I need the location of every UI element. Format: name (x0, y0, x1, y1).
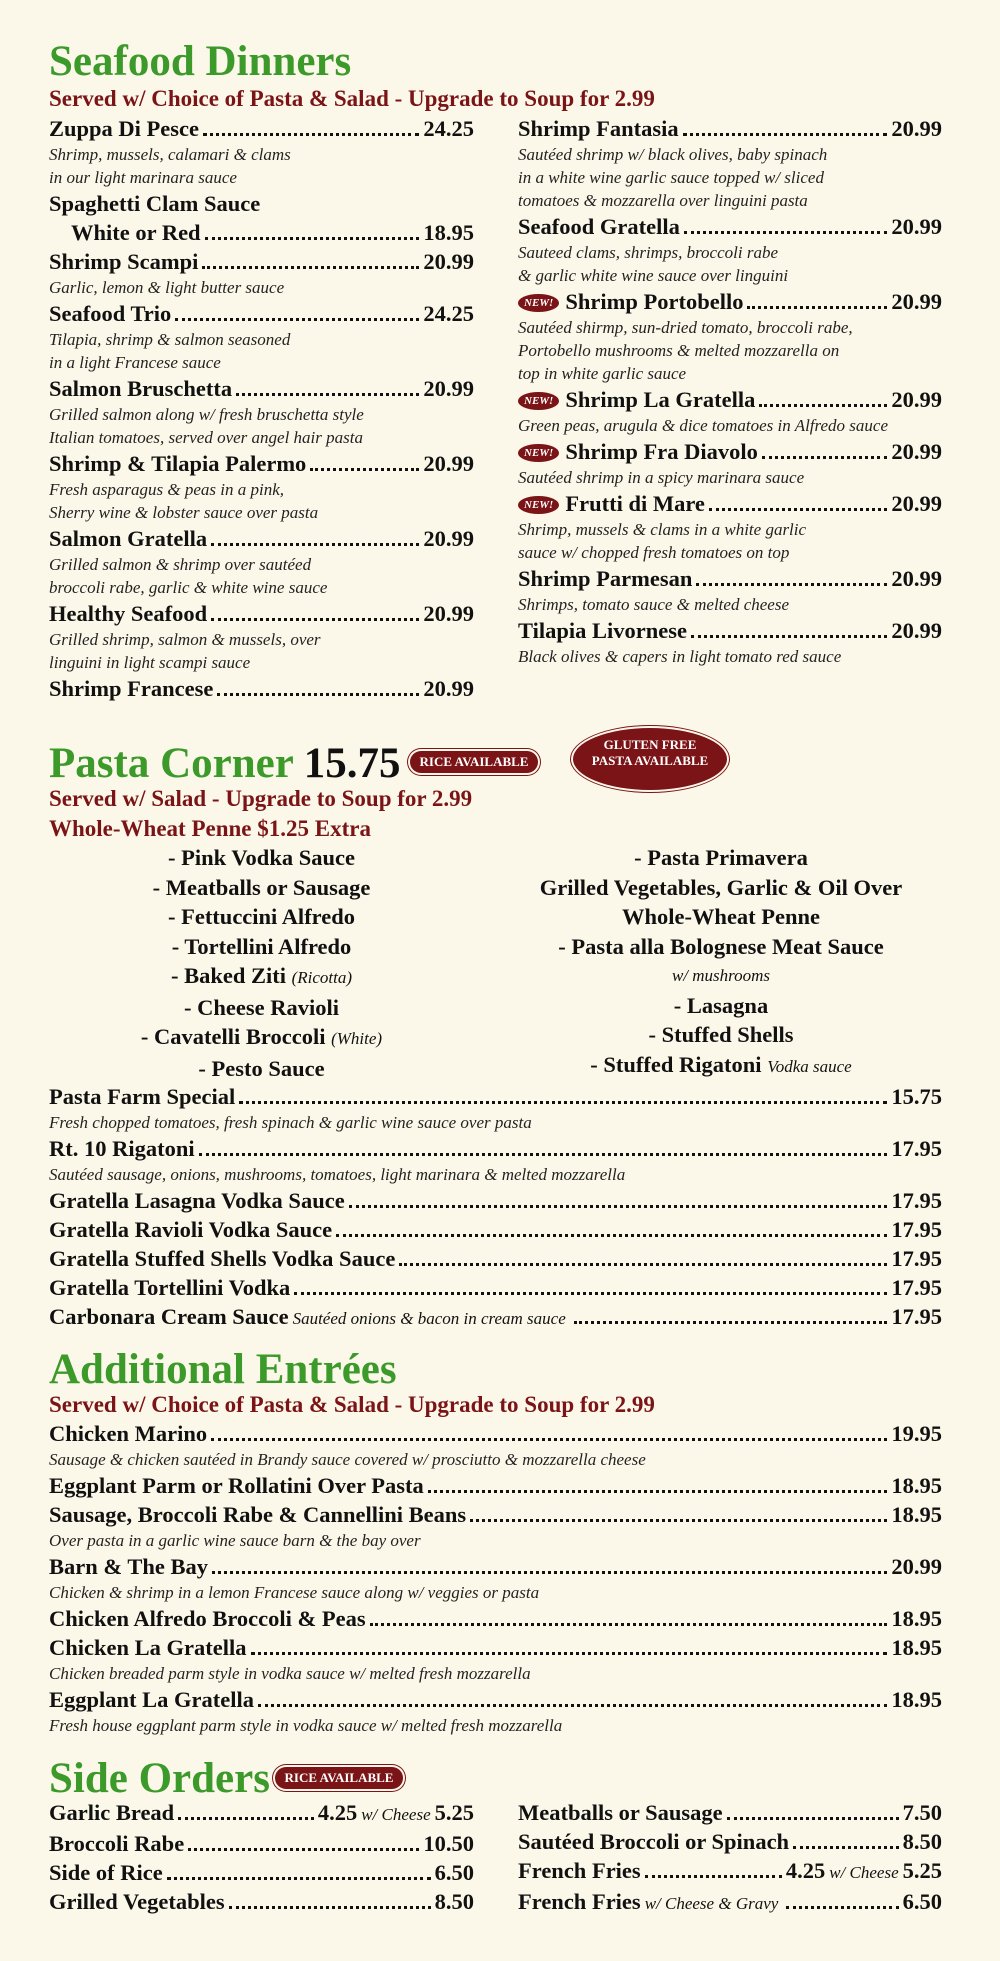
menu-item-name: Sausage, Broccoli Rabe & Cannellini Beans (49, 1502, 467, 1527)
menu-item-price-2: 5.25 (434, 1800, 474, 1825)
dot-leader (175, 318, 419, 321)
pasta-option (500, 902, 942, 932)
dot-leader (709, 508, 887, 511)
dot-leader (691, 635, 887, 638)
menu-item (49, 599, 474, 674)
menu-item-description: Sautéed shrimp w/ black olives, baby spinach in a white wine garlic sauce topped w/ sliced tomatoes & mozzarella over linguini pasta (518, 145, 828, 210)
menu-item-name: Chicken Marino (49, 1421, 208, 1446)
menu-item (49, 1244, 942, 1273)
seafood-right-column (518, 114, 942, 668)
menu-item-name: Rt. 10 Rigatoni (49, 1136, 195, 1161)
menu-item-line (49, 1887, 474, 1916)
menu-item-description: Black olives & capers in light tomato red sauce (518, 647, 842, 666)
entrees-title: Additional Entrées (49, 1346, 397, 1393)
dot-leader (370, 1623, 888, 1626)
dot-leader (205, 237, 420, 240)
menu-item-line (49, 1471, 942, 1500)
dot-leader (202, 266, 419, 269)
menu-item-price: 20.99 (423, 451, 474, 476)
dot-leader (696, 583, 887, 586)
menu-item-line (518, 1887, 942, 1918)
menu-item-name: Zuppa Di Pesce (49, 116, 200, 141)
menu-item-line (49, 1244, 942, 1273)
menu-item-name: Eggplant Parm or Rollatini Over Pasta (49, 1473, 424, 1498)
gluten-free-badge (573, 728, 727, 790)
pasta-items (49, 1082, 942, 1333)
pasta-option (500, 1050, 942, 1082)
menu-item-price: 20.99 (423, 676, 474, 701)
menu-item-price: 18.95 (891, 1606, 942, 1631)
menu-item-price: 20.99 (891, 289, 942, 314)
menu-item-line (518, 437, 942, 466)
pasta-option-text: - Pasta Primavera (634, 845, 808, 870)
menu-item (518, 1856, 942, 1887)
entrees-subtitle: Served w/ Choice of Pasta & Salad - Upgrade to Soup for 2.99 (49, 1392, 655, 1417)
pasta-option-text: - Stuffed Rigatoni (590, 1051, 762, 1077)
menu-item-line (49, 1552, 942, 1581)
menu-item-price: 10.50 (423, 1831, 474, 1856)
menu-item-price: 20.99 (891, 566, 942, 591)
menu-item-line (49, 1633, 942, 1662)
dot-leader (727, 1817, 899, 1820)
menu-item-name: Shrimp Fantasia (518, 116, 679, 141)
pasta-option-text: - Cheese Ravioli (184, 994, 339, 1020)
menu-item-line (49, 599, 474, 628)
pasta-option-text: - Fettuccini Alfredo (167, 904, 356, 929)
menu-item-line (518, 489, 942, 518)
menu-item-description: Sautéed shrimp in a spicy marinara sauce (518, 468, 805, 487)
new-badge: NEW! (518, 496, 559, 514)
menu-item-line (49, 1500, 942, 1529)
menu-item-line (49, 1273, 942, 1302)
menu-item (49, 299, 474, 374)
menu-item (49, 1215, 942, 1244)
menu-item-price: 17.95 (891, 1136, 942, 1161)
pasta-option-text: Whole-Wheat Penne (621, 904, 821, 929)
menu-item-description: Tilapia, shrimp & salmon seasoned in a light Francese sauce (49, 330, 291, 372)
pasta-option (500, 843, 942, 873)
menu-item-price-2: 5.25 (902, 1858, 942, 1883)
menu-item-price: 20.99 (423, 601, 474, 626)
menu-item-line (49, 247, 474, 276)
menu-item-price: 18.95 (423, 220, 474, 245)
menu-item-line (49, 1604, 942, 1633)
menu-item-price: 7.50 (902, 1800, 942, 1825)
pasta-price: 15.75 (303, 740, 401, 787)
menu-item-price: 20.99 (891, 387, 942, 412)
menu-item-name: Gratella Stuffed Shells Vodka Sauce (49, 1246, 396, 1271)
menu-item (518, 1887, 942, 1918)
menu-item (49, 1134, 942, 1186)
pasta-option-note: (Ricotta) (291, 968, 353, 987)
new-badge: NEW! (518, 294, 559, 312)
menu-item-line (49, 1082, 942, 1111)
menu-item-name: French Fries (518, 1889, 641, 1914)
menu-item-name: Chicken La Gratella (49, 1635, 247, 1660)
menu-item-note: Sautéed onions & bacon in cream sauce (292, 1309, 566, 1328)
menu-item-line (49, 114, 474, 143)
menu-item-line (518, 616, 942, 645)
menu-item (518, 437, 942, 489)
dot-leader (258, 1704, 887, 1707)
menu-item-price: 8.50 (434, 1889, 474, 1914)
menu-item-line (49, 449, 474, 478)
menu-item (49, 1858, 474, 1887)
menu-item-price: 18.95 (891, 1687, 942, 1712)
menu-item-description: Grilled salmon & shrimp over sautéed broccoli rabe, garlic & white wine sauce (49, 555, 328, 597)
pasta-option-text: Grilled Vegetables, Garlic & Oil Over (539, 874, 903, 900)
menu-item-name: Side of Rice (49, 1860, 163, 1885)
dot-leader (762, 456, 888, 459)
seafood-left-column (49, 114, 474, 703)
pasta-option (500, 1020, 942, 1050)
menu-item-price: 17.95 (891, 1275, 942, 1300)
dot-leader (759, 404, 887, 407)
new-badge: NEW! (518, 392, 559, 410)
menu-item (49, 1273, 942, 1302)
menu-item-price: 20.99 (891, 618, 942, 643)
pasta-option-text: - Pesto Sauce (198, 1055, 325, 1081)
menu-item-line (518, 564, 942, 593)
menu-item-price: 17.95 (891, 1217, 942, 1242)
menu-item-name: Shrimp La Gratella (565, 387, 756, 412)
menu-item-line (518, 385, 942, 414)
menu-item-line (49, 299, 474, 328)
pasta-option-note: Vodka sauce (767, 1056, 852, 1076)
menu-item-line (518, 114, 942, 143)
menu-item-price: 17.95 (891, 1304, 942, 1329)
menu-item-description: Garlic, lemon & light butter sauce (49, 278, 285, 297)
menu-item-line (49, 1215, 942, 1244)
menu-item-description: Sautéed sausage, onions, mushrooms, tomatoes, light marinara & melted mozzarella (49, 1165, 626, 1184)
pasta-option (49, 873, 474, 903)
new-badge: NEW! (518, 444, 559, 462)
pasta-subtitle: Served w/ Salad - Upgrade to Soup for 2.99 (49, 786, 473, 811)
sides-right-column (518, 1798, 942, 1918)
menu-item-name: Gratella Tortellini Vodka (49, 1275, 291, 1300)
menu-item (518, 1798, 942, 1827)
menu-item (518, 212, 942, 287)
menu-item (518, 385, 942, 437)
menu-item (49, 1419, 942, 1471)
menu-item-line (518, 1856, 942, 1887)
menu-item (518, 114, 942, 212)
menu-item-line (518, 1827, 942, 1856)
dot-leader (188, 1848, 419, 1851)
entree-items (49, 1419, 942, 1737)
menu-item (49, 524, 474, 599)
dot-leader (203, 133, 419, 136)
menu-item (49, 1633, 942, 1685)
menu-item-description: Over pasta in a garlic wine sauce barn & the bay over (49, 1531, 421, 1550)
dot-leader (574, 1321, 888, 1324)
menu-item-line (49, 189, 474, 218)
menu-item-price: 17.95 (891, 1246, 942, 1271)
menu-item-price: 20.99 (423, 249, 474, 274)
menu-item-price: 20.99 (423, 376, 474, 401)
dot-leader (310, 468, 419, 471)
dot-leader (336, 1234, 887, 1237)
menu-item-description: Chicken & shrimp in a lemon Francese sauce along w/ veggies or pasta (49, 1583, 540, 1602)
menu-item-description: Shrimp, mussels, calamari & clams in our light marinara sauce (49, 145, 291, 187)
menu-item (518, 564, 942, 616)
menu-item-price: 20.99 (891, 214, 942, 239)
dot-leader (211, 618, 419, 621)
gluten-free-line1: GLUTEN FREE (603, 737, 697, 752)
menu-item-line (518, 1798, 942, 1827)
menu-item (49, 449, 474, 524)
dot-leader (251, 1652, 888, 1655)
pasta-title: Pasta Corner (49, 740, 294, 787)
pasta-option (49, 1054, 474, 1084)
gluten-free-line2: PASTA AVAILABLE (591, 753, 709, 768)
menu-item-price: 18.95 (891, 1502, 942, 1527)
pasta-option (500, 932, 942, 962)
pasta-right-list (500, 843, 942, 1081)
menu-item-description: Grilled salmon along w/ fresh bruschetta style Italian tomatoes, served over angel hair pasta (49, 405, 364, 447)
menu-item-description: Shrimps, tomato sauce & melted cheese (518, 595, 789, 614)
dot-leader (217, 693, 419, 696)
menu-item-price: 24.25 (423, 116, 474, 141)
dot-leader (236, 393, 419, 396)
menu-item-price: 20.99 (891, 491, 942, 516)
dot-leader (683, 133, 888, 136)
pasta-option-text: - Pink Vodka Sauce (168, 845, 355, 870)
menu-item-line (49, 1134, 942, 1163)
menu-item-price: 15.75 (891, 1084, 942, 1109)
dot-leader (239, 1101, 887, 1104)
dot-leader (294, 1292, 887, 1295)
menu-item-note: w/ Cheese & Gravy (644, 1894, 779, 1913)
menu-item-name: Shrimp Francese (49, 676, 214, 701)
menu-item (518, 616, 942, 668)
menu-item-line (49, 1685, 942, 1714)
pasta-option (49, 1022, 474, 1054)
pasta-option (49, 932, 474, 962)
menu-item-name: Broccoli Rabe (49, 1831, 185, 1856)
menu-item-price: 18.95 (891, 1473, 942, 1498)
menu-item-description: Chicken breaded parm style in vodka sauce w/ melted fresh mozzarella (49, 1664, 531, 1683)
dot-leader (399, 1263, 887, 1266)
menu-item-name: Shrimp & Tilapia Palermo (49, 451, 307, 476)
menu-item-line (518, 212, 942, 241)
menu-item-name: Sautéed Broccoli or Spinach (518, 1829, 790, 1854)
dot-leader (178, 1817, 314, 1820)
dot-leader (684, 231, 888, 234)
menu-item-name: Garlic Bread (49, 1800, 175, 1825)
menu-item-name: White or Red (71, 220, 201, 245)
menu-item-name: Barn & The Bay (49, 1554, 208, 1579)
menu-item (49, 1500, 942, 1552)
menu-item-name: Seafood Trio (49, 301, 172, 326)
menu-item-line (49, 1829, 474, 1858)
menu-item (49, 189, 474, 247)
menu-item-price: 19.95 (891, 1421, 942, 1446)
pasta-title-row (49, 742, 401, 785)
menu-item-description: Fresh chopped tomatoes, fresh spinach & garlic wine sauce over pasta (49, 1113, 532, 1132)
menu-item-note: w/ Cheese (361, 1805, 431, 1824)
menu-item-name: Chicken Alfredo Broccoli & Peas (49, 1606, 366, 1631)
menu-item-line (49, 1798, 474, 1829)
menu-item (49, 674, 474, 703)
menu-item-price: 20.99 (891, 439, 942, 464)
menu-item-name: Eggplant La Gratella (49, 1687, 255, 1712)
menu-item (49, 1887, 474, 1916)
menu-item-line (49, 1302, 942, 1333)
menu-item-name: Shrimp Scampi (49, 249, 199, 274)
dot-leader (211, 543, 419, 546)
pasta-option-text: - Meatballs or Sausage (152, 874, 371, 900)
menu-item-price: 4.25 (785, 1858, 826, 1883)
menu-item-price: 24.25 (423, 301, 474, 326)
menu-item-line (49, 674, 474, 703)
menu-item-name: Frutti di Mare (565, 491, 705, 516)
menu-item-description: Sautéed shirmp, sun-dried tomato, broccoli rabe, Portobello mushrooms & melted mozzarella on top in white garlic sauce (518, 318, 853, 383)
sides-title: Side Orders (49, 1755, 270, 1802)
dot-leader (428, 1490, 888, 1493)
menu-item (49, 374, 474, 449)
menu-item (49, 1186, 942, 1215)
menu-item (49, 114, 474, 189)
menu-item-description: Green peas, arugula & dice tomatoes in Alfredo sauce (518, 416, 889, 435)
dot-leader (211, 1438, 887, 1441)
pasta-option (49, 961, 474, 993)
menu-item-line (49, 218, 474, 247)
menu-item-description: Sauteed clams, shrimps, broccoli rabe & garlic white wine sauce over linguini (518, 243, 789, 285)
pasta-option-text: - Baked Ziti (170, 963, 286, 988)
menu-item-name: Shrimp Fra Diavolo (565, 439, 758, 464)
rice-available-badge: RICE AVAILABLE (410, 751, 538, 773)
pasta-option (49, 902, 474, 932)
menu-item-price: 18.95 (891, 1635, 942, 1660)
pasta-option-text: - Cavatelli Broccoli (140, 1024, 326, 1049)
menu-item (49, 1552, 942, 1604)
menu-item-line (49, 374, 474, 403)
menu-item-name: Pasta Farm Special (49, 1084, 236, 1109)
menu-item-name: Shrimp Parmesan (518, 566, 693, 591)
menu-item-price: 8.50 (902, 1829, 942, 1854)
sides-rice-available-badge: RICE AVAILABLE (275, 1767, 403, 1789)
pasta-option (500, 961, 942, 991)
menu-item-name: Gratella Ravioli Vodka Sauce (49, 1217, 333, 1242)
menu-item-price: 6.50 (434, 1860, 474, 1885)
seafood-subtitle: Served w/ Choice of Pasta & Salad - Upgrade to Soup for 2.99 (49, 86, 655, 111)
menu-item-name: Healthy Seafood (49, 601, 208, 626)
pasta-subtitle-2: Whole-Wheat Penne $1.25 Extra (49, 816, 371, 841)
menu-item-description: Shrimp, mussels & clams in a white garlic sauce w/ chopped fresh tomatoes on top (518, 520, 807, 562)
menu-item-line (49, 1858, 474, 1887)
menu-item (518, 1827, 942, 1856)
menu-item-price: 20.99 (891, 1554, 942, 1579)
pasta-option-text: - Lasagna (673, 992, 769, 1018)
menu-item-line (49, 524, 474, 553)
menu-item-price: 17.95 (891, 1188, 942, 1213)
pasta-option (49, 993, 474, 1023)
menu-item-name: Salmon Gratella (49, 526, 208, 551)
menu-item-name: Salmon Bruschetta (49, 376, 233, 401)
menu-item-line (49, 1419, 942, 1448)
menu-item-line (49, 1186, 942, 1215)
sides-left-column (49, 1798, 474, 1916)
dot-leader (212, 1571, 887, 1574)
menu-item (518, 489, 942, 564)
menu-item-name: Gratella Lasagna Vodka Sauce (49, 1188, 345, 1213)
pasta-option-text: w/ mushrooms (671, 966, 771, 985)
menu-item-name: Grilled Vegetables (49, 1889, 225, 1914)
dot-leader (229, 1906, 431, 1909)
pasta-option (49, 843, 474, 873)
menu-item-price: 4.25 (317, 1800, 358, 1825)
menu-item-description: Grilled shrimp, salmon & mussels, over linguini in light scampi sauce (49, 630, 321, 672)
pasta-left-list (49, 843, 474, 1083)
menu-item (49, 1471, 942, 1500)
menu-item-description: Fresh asparagus & peas in a pink, Sherry wine & lobster sauce over pasta (49, 480, 319, 522)
pasta-option-text: - Stuffed Shells (648, 1022, 794, 1047)
menu-item (49, 1685, 942, 1737)
menu-item-note: w/ Cheese (829, 1863, 899, 1882)
menu-item-price: 6.50 (902, 1889, 942, 1914)
menu-item-name: Shrimp Portobello (565, 289, 744, 314)
menu-item-name: Spaghetti Clam Sauce (49, 191, 261, 216)
dot-leader (786, 1906, 898, 1909)
menu-item-name: French Fries (518, 1858, 641, 1883)
pasta-option-text: - Tortellini Alfredo (171, 933, 352, 959)
pasta-option (500, 991, 942, 1021)
menu-item-name: Seafood Gratella (518, 214, 680, 239)
menu-item-description: Fresh house eggplant parm style in vodka sauce w/ melted fresh mozzarella (49, 1716, 563, 1735)
pasta-option-note: (White) (331, 1029, 383, 1048)
pasta-option-text: - Pasta alla Bolognese Meat Sauce (558, 933, 884, 959)
menu-item-name: Meatballs or Sausage (518, 1800, 723, 1825)
dot-leader (470, 1519, 887, 1522)
dot-leader (793, 1846, 899, 1849)
dot-leader (349, 1205, 888, 1208)
pasta-option (500, 873, 942, 903)
menu-item-line (518, 287, 942, 316)
dot-leader (747, 306, 887, 309)
menu-item-price: 20.99 (423, 526, 474, 551)
menu-item (49, 1604, 942, 1633)
dot-leader (167, 1877, 431, 1880)
dot-leader (199, 1153, 888, 1156)
menu-item (49, 1302, 942, 1333)
menu-item-price: 20.99 (891, 116, 942, 141)
menu-item (518, 287, 942, 385)
menu-item-name: Tilapia Livornese (518, 618, 687, 643)
menu-item-description: Sausage & chicken sautéed in Brandy sauce covered w/ prosciutto & mozzarella cheese (49, 1450, 646, 1469)
menu-item (49, 1829, 474, 1858)
menu-item-name: Carbonara Cream Sauce (49, 1304, 289, 1329)
menu-item (49, 1082, 942, 1134)
dot-leader (645, 1875, 782, 1878)
menu-item (49, 1798, 474, 1829)
menu-item (49, 247, 474, 299)
seafood-title: Seafood Dinners (49, 38, 352, 85)
